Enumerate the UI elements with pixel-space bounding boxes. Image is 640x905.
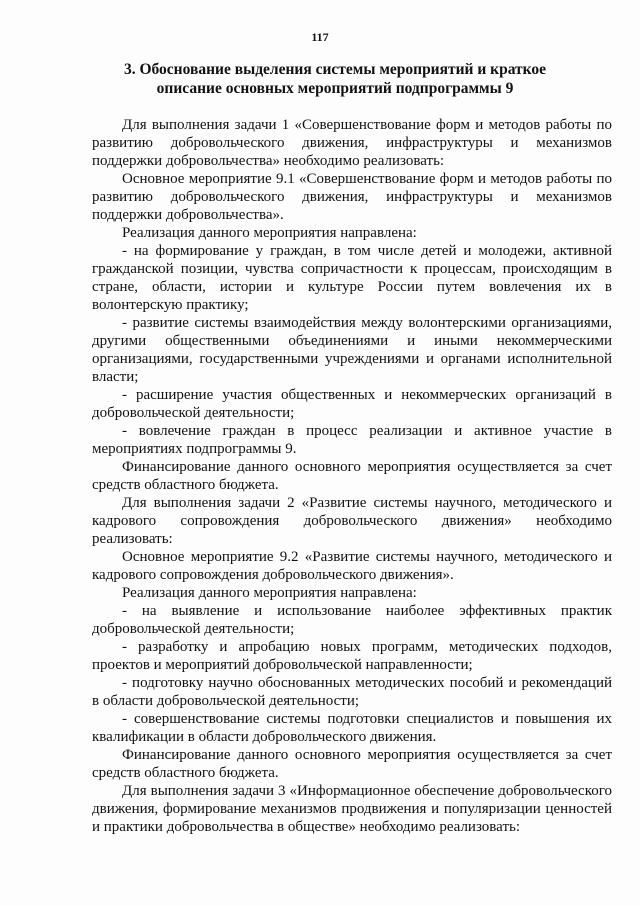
list-item: - на выявление и использование наиболее эффективных практик добровольческой деятельности; <box>92 603 612 637</box>
list-item: - на формирование у граждан, в том числе детей и молодежи, активной гражданской позиции, чувства сопричастности к процессам, происходящим в стране, области, истории и культуре России путем вовлечения их в волонтерскую практику; <box>92 243 612 313</box>
list-item: - разработку и апробацию новых программ, методических подходов, проектов и мероприятий добровольческой направленности; <box>92 639 612 673</box>
paragraph: Для выполнения задачи 2 «Развитие системы научного, методического и кадрового сопровождения добровольческого движения» необходимо реализовать: <box>92 495 612 547</box>
paragraph: Финансирование данного основного мероприятия осуществляется за счет средств областного бюджета. <box>92 747 612 781</box>
paragraph: Реализация данного мероприятия направлена: <box>122 225 417 241</box>
list-item: - вовлечение граждан в процесс реализации и активное участие в мероприятиях подпрограммы 9. <box>92 423 612 457</box>
document-body <box>92 116 612 836</box>
list-item: - развитие системы взаимодействия между волонтерскими организациями, другими общественными объединениями и иными некоммерческими организациями, государственными учреждениями и органами исполнительной власти; <box>92 315 612 385</box>
paragraph: Основное мероприятие 9.1 «Совершенствование форм и методов работы по развитию добровольческого движения, инфраструктуры и механизмов поддержки добровольчества». <box>92 171 612 223</box>
paragraph: Основное мероприятие 9.2 «Развитие системы научного, методического и кадрового сопровождения добровольческого движения». <box>92 549 612 583</box>
section-heading: 3. Обоснование выделения системы мероприятий и краткое описание основных мероприятий подпрограммы 9 <box>123 61 547 97</box>
page-number: 117 <box>311 30 329 44</box>
paragraph: Реализация данного мероприятия направлена: <box>122 585 417 601</box>
list-item: - расширение участия общественных и некоммерческих организаций в добровольческой деятельности; <box>92 387 612 421</box>
paragraph: Для выполнения задачи 3 «Информационное обеспечение добровольческого движения, формирование механизмов продвижения и популяризации ценностей и практики добровольчества в обществе» необходимо реализовать: <box>92 783 612 835</box>
paragraph: Для выполнения задачи 1 «Совершенствование форм и методов работы по развитию добровольческого движения, инфраструктуры и механизмов поддержки добровольчества» необходимо реализовать: <box>92 117 612 169</box>
list-item: - подготовку научно обоснованных методических пособий и рекомендаций в области добровольческой деятельности; <box>92 675 612 709</box>
paragraph: Финансирование данного основного мероприятия осуществляется за счет средств областного бюджета. <box>92 459 612 493</box>
list-item: - совершенствование системы подготовки специалистов и повышения их квалификации в области добровольческого движения. <box>92 711 612 745</box>
